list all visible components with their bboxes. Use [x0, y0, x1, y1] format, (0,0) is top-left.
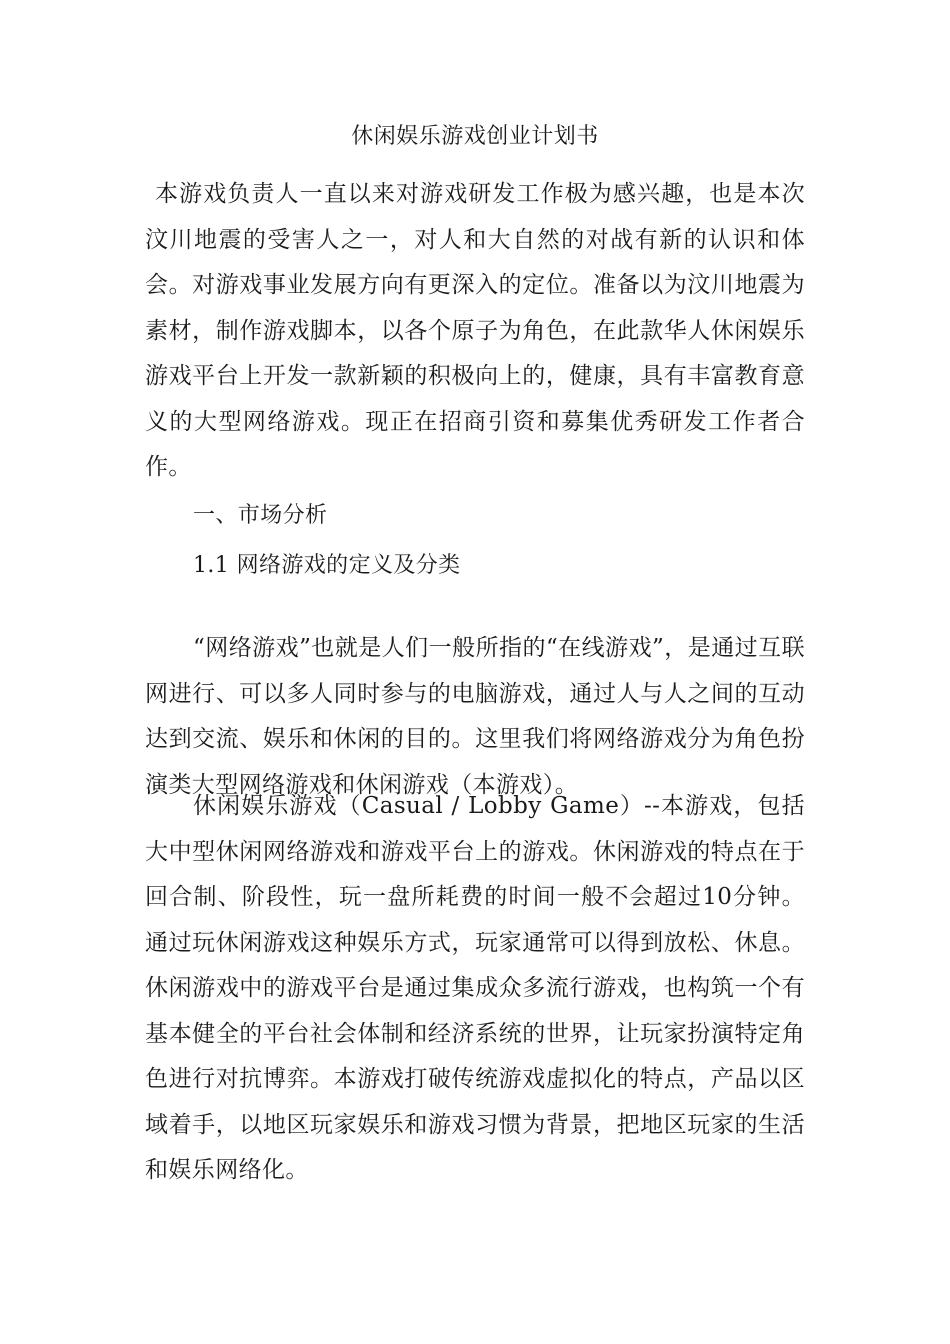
section-heading: 一、市场分析	[193, 503, 328, 528]
intro-paragraph: 本游戏负责人一直以来对游戏研发工作极为感兴趣，也是本次汶川地震的受害人之一，对人和大自然的对战有新的认识和体会。对游戏事业发展方向有更深入的定位。准备以为汶川地震为素材，制作游戏脚本，以各个原子为角色，在此款华人休闲娱乐游戏平台上开发一款新颖的积极向上的，健康，具有丰富教育意义的大型网络游戏。现正在招商引资和募集优秀研发工作者合作。	[145, 181, 805, 480]
paragraph-casual-games: 休闲娱乐游戏（Casual / Lobby Game）--本游戏，包括大中型休闲网络游戏和游戏平台上的游戏。休闲游戏的特点在于回合制、阶段性，玩一盘所耗费的时间一般不会超过10分钟。通过玩休闲游戏这种娱乐方式，玩家通常可以得到放松、休息。休闲游戏中的游戏平台是通过集成众多流行游戏，也构筑一个有基本健全的平台社会体制和经济系统的世界，让玩家扮演特定角色进行对抗博弈。本游戏打破传统游戏虚拟化的特点，产品以区域着手，以地区玩家娱乐和游戏习惯为背景，把地区玩家的生活和娱乐网络化。	[145, 793, 805, 1183]
document-title: 休闲娱乐游戏创业计划书	[351, 124, 599, 149]
subsection-heading: 1.1 网络游戏的定义及分类	[193, 553, 461, 578]
paragraph-definition: “网络游戏”也就是人们一般所指的“在线游戏”，是通过互联网进行、可以多人同时参与的电脑游戏，通过人与人之间的互动达到交流、娱乐和休闲的目的。这里我们将网络游戏分为角色扮演类大型网络游戏和休闲游戏（本游戏）。	[145, 635, 805, 798]
